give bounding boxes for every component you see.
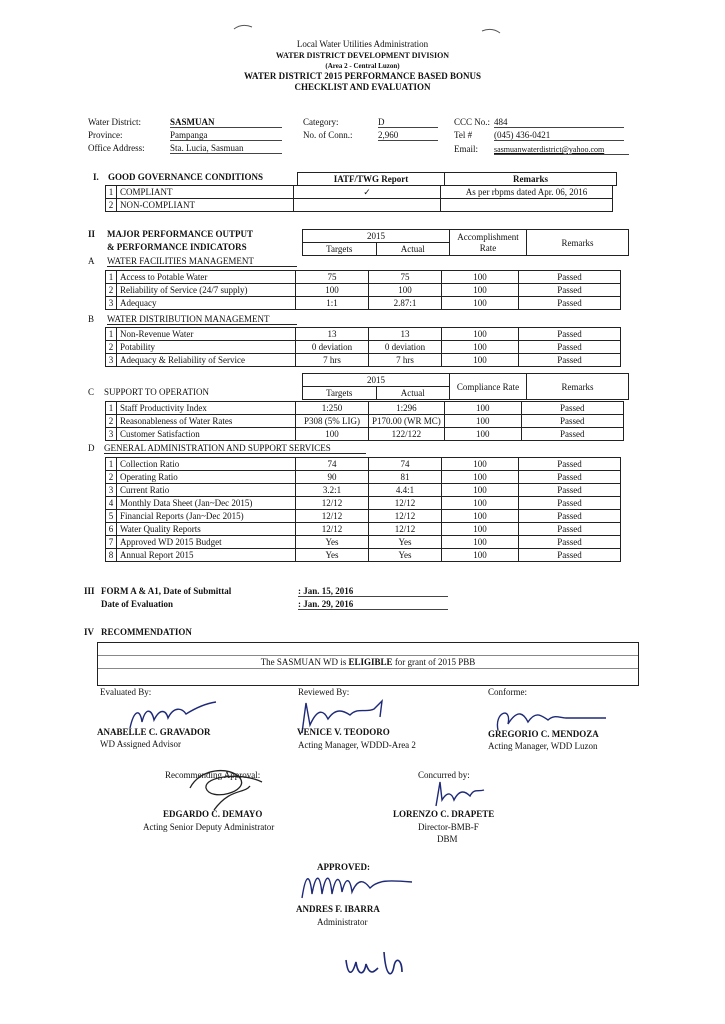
row-actual: 74 bbox=[369, 458, 442, 471]
row-actual: 1:296 bbox=[369, 402, 445, 415]
row-actual: 100 bbox=[369, 284, 442, 297]
year-header: 2015 bbox=[303, 230, 450, 243]
recommendation-text bbox=[98, 656, 638, 669]
row-target: 3.2:1 bbox=[296, 484, 369, 497]
row-remark: Passed bbox=[519, 471, 621, 484]
row-number: 2 bbox=[106, 199, 117, 212]
row-remark: Passed bbox=[519, 497, 621, 510]
row-number: 7 bbox=[106, 536, 117, 549]
row-target: 12/12 bbox=[296, 523, 369, 536]
row-label: Non-Revenue Water bbox=[117, 328, 296, 341]
row-rate: 100 bbox=[442, 549, 519, 562]
row-number: 6 bbox=[106, 523, 117, 536]
row-remark: Passed bbox=[521, 402, 623, 415]
row-target: 90 bbox=[296, 471, 369, 484]
wd-value: SASMUAN bbox=[170, 117, 282, 128]
row-label: Collection Ratio bbox=[117, 458, 296, 471]
recommending-label: Recommending Approval: bbox=[165, 770, 261, 780]
header-area: (Area 2 - Central Luzon) bbox=[325, 62, 400, 70]
row-number: 2 bbox=[106, 341, 117, 354]
row-target: 1:250 bbox=[296, 402, 369, 415]
table-row bbox=[106, 484, 621, 497]
row-rate: 100 bbox=[442, 510, 519, 523]
row-rate: 100 bbox=[442, 471, 519, 484]
table-row bbox=[106, 328, 621, 341]
row-rate: 100 bbox=[444, 415, 521, 428]
header-division: WATER DISTRICT DEVELOPMENT DIVISION bbox=[275, 51, 450, 60]
row-number: 1 bbox=[106, 402, 117, 415]
table-water-facilities bbox=[105, 270, 621, 310]
connections-label: No. of Conn.: bbox=[303, 130, 353, 140]
row-remark: Passed bbox=[519, 510, 621, 523]
row-label: Adequacy & Reliability of Service bbox=[117, 354, 296, 367]
ccc-label: CCC No.: bbox=[454, 117, 491, 127]
row-label: Staff Productivity Index bbox=[117, 402, 296, 415]
remarks-header: Remarks bbox=[527, 230, 629, 256]
row-label: Monthly Data Sheet (Jan~Dec 2015) bbox=[117, 497, 296, 510]
section-ii-title2: & PERFORMANCE INDICATORS bbox=[107, 242, 247, 252]
table-water-distribution bbox=[105, 327, 621, 367]
row-remark: Passed bbox=[519, 523, 621, 536]
signatory-3-title: Acting Manager, WDD Luzon bbox=[488, 741, 598, 751]
table-row bbox=[106, 536, 621, 549]
row-number: 1 bbox=[106, 458, 117, 471]
row-label: Operating Ratio bbox=[117, 471, 296, 484]
accomplishment-header bbox=[450, 230, 527, 256]
section-ii-title1: MAJOR PERFORMANCE OUTPUT bbox=[107, 229, 253, 239]
perf-header bbox=[302, 229, 629, 256]
row-actual: 13 bbox=[369, 328, 442, 341]
row-number: 1 bbox=[106, 328, 117, 341]
email-value: sasmuanwaterdistrict@yahoo.com bbox=[494, 145, 629, 155]
row-label: Approved WD 2015 Budget bbox=[117, 536, 296, 549]
row-remark: Passed bbox=[519, 297, 621, 310]
col-iatf: IATF/TWG Report bbox=[298, 173, 445, 186]
targets-header: Targets bbox=[303, 243, 377, 256]
row-rate: 100 bbox=[442, 536, 519, 549]
row-actual: 2.87:1 bbox=[369, 297, 442, 310]
row-target: 1:1 bbox=[296, 297, 369, 310]
signatory-2-name: VENICE V. TEODORO bbox=[297, 727, 390, 737]
row-label: Financial Reports (Jan~Dec 2015) bbox=[117, 510, 296, 523]
row-actual: 75 bbox=[369, 271, 442, 284]
row-actual: 0 deviation bbox=[369, 341, 442, 354]
signatory-6-title: Administrator bbox=[317, 917, 368, 927]
acc-line1: Accomplishment bbox=[457, 231, 519, 242]
table-row bbox=[106, 341, 621, 354]
row-rate: 100 bbox=[442, 523, 519, 536]
row-remark: Passed bbox=[519, 458, 621, 471]
signatory-6-name: ANDRES F. IBARRA bbox=[296, 904, 380, 914]
row-number: 3 bbox=[106, 297, 117, 310]
signatory-5-title2: DBM bbox=[437, 834, 458, 844]
row-remark: Passed bbox=[519, 341, 621, 354]
office-label: Office Address: bbox=[88, 143, 145, 153]
recommendation-rule bbox=[98, 643, 638, 656]
subsection-c-letter: C bbox=[88, 387, 95, 397]
province-label: Province: bbox=[88, 130, 123, 140]
subsection-d-title: GENERAL ADMINISTRATION AND SUPPORT SERVICES bbox=[104, 443, 366, 454]
row-number: 2 bbox=[106, 415, 117, 428]
row-actual: 122/122 bbox=[369, 428, 445, 441]
row-target: Yes bbox=[296, 549, 369, 562]
initials-mark bbox=[340, 948, 410, 984]
support-header bbox=[302, 373, 629, 400]
approved-label: APPROVED: bbox=[317, 862, 370, 872]
row-number: 5 bbox=[106, 510, 117, 523]
signatory-5-title1: Director-BMB-F bbox=[418, 822, 479, 832]
row-rate: 100 bbox=[442, 497, 519, 510]
signatory-5-name: LORENZO C. DRAPETE bbox=[393, 809, 495, 819]
row-label: Reliability of Service (24/7 supply) bbox=[117, 284, 296, 297]
row-actual: 12/12 bbox=[369, 497, 442, 510]
row-actual: Yes bbox=[369, 549, 442, 562]
date-evaluation: : Jan. 29, 2016 bbox=[298, 599, 448, 610]
connections-value: 2,960 bbox=[378, 130, 438, 141]
row-target: 13 bbox=[296, 328, 369, 341]
row-number: 1 bbox=[106, 271, 117, 284]
remarks-header: Remarks bbox=[527, 374, 629, 400]
table-row bbox=[106, 271, 621, 284]
table-row bbox=[106, 428, 624, 441]
row-remark: Passed bbox=[519, 328, 621, 341]
row-remark: Passed bbox=[519, 354, 621, 367]
row-remark: Passed bbox=[521, 428, 623, 441]
row-rate: 100 bbox=[442, 484, 519, 497]
section-ii-number: II bbox=[88, 229, 96, 239]
signatory-3-name: GREGORIO C. MENDOZA bbox=[488, 729, 599, 739]
section-iii-title: FORM A & A1, Date of Submittal bbox=[101, 586, 232, 596]
row-number: 3 bbox=[106, 484, 117, 497]
row-rate: 100 bbox=[442, 328, 519, 341]
row-remark: Passed bbox=[519, 284, 621, 297]
conforme-label: Conforme: bbox=[488, 687, 527, 697]
section-iii-number: III bbox=[84, 586, 95, 596]
table-row bbox=[106, 354, 621, 367]
subsection-a-title: WATER FACILITIES MANAGEMENT bbox=[107, 256, 297, 267]
signatory-4-name: EDGARDO C. DEMAYO bbox=[163, 809, 263, 819]
office-value: Sta. Lucia, Sasmuan bbox=[170, 143, 282, 154]
table-row bbox=[106, 186, 613, 199]
ccc-value: 484 bbox=[494, 117, 624, 128]
row-actual: 12/12 bbox=[369, 523, 442, 536]
row-rate: 100 bbox=[442, 341, 519, 354]
wd-label: Water District: bbox=[88, 117, 142, 127]
email-label: Email: bbox=[454, 144, 478, 154]
row-actual: 4.4:1 bbox=[369, 484, 442, 497]
category-label: Category: bbox=[303, 117, 339, 127]
signatory-1-title: WD Assigned Advisor bbox=[100, 739, 181, 749]
row-target: Yes bbox=[296, 536, 369, 549]
table-general-admin bbox=[105, 457, 621, 562]
table-row bbox=[106, 402, 624, 415]
row-rate: 100 bbox=[442, 458, 519, 471]
row-actual: 81 bbox=[369, 471, 442, 484]
row-actual: 12/12 bbox=[369, 510, 442, 523]
row-remark: As per rbpms dated Apr. 06, 2016 bbox=[441, 186, 613, 199]
governance-rows bbox=[105, 185, 613, 212]
row-rate: 100 bbox=[444, 428, 521, 441]
row-target: 74 bbox=[296, 458, 369, 471]
section-i-number: I. bbox=[93, 172, 99, 182]
table-row bbox=[106, 510, 621, 523]
section-i-title: GOOD GOVERNANCE CONDITIONS bbox=[108, 172, 264, 182]
recommendation-box bbox=[97, 642, 639, 686]
check-mark: ✓ bbox=[294, 186, 441, 199]
table-row bbox=[106, 523, 621, 536]
row-actual: 7 hrs bbox=[369, 354, 442, 367]
subsection-c-title: SUPPORT TO OPERATION bbox=[104, 387, 209, 397]
row-label: NON-COMPLIANT bbox=[117, 199, 294, 212]
table-row bbox=[106, 297, 621, 310]
signature-ibarra bbox=[292, 864, 422, 904]
row-target: 7 hrs bbox=[296, 354, 369, 367]
row-target: 75 bbox=[296, 271, 369, 284]
row-rate: 100 bbox=[442, 297, 519, 310]
row-remark bbox=[441, 199, 613, 212]
row-rate: 100 bbox=[442, 354, 519, 367]
subsection-b-letter: B bbox=[88, 314, 95, 324]
row-remark: Passed bbox=[519, 484, 621, 497]
row-rate: 100 bbox=[442, 284, 519, 297]
province-value: Pampanga bbox=[170, 130, 282, 141]
rec-eligible: ELIGIBLE bbox=[348, 657, 393, 667]
signature-drapete bbox=[430, 778, 490, 812]
section-iv-number: IV bbox=[84, 627, 95, 637]
tel-label: Tel # bbox=[454, 130, 473, 140]
row-number: 2 bbox=[106, 471, 117, 484]
row-remark: Passed bbox=[519, 536, 621, 549]
year-header: 2015 bbox=[303, 374, 450, 387]
reviewed-by-label: Reviewed By: bbox=[298, 687, 350, 697]
actual-header: Actual bbox=[376, 387, 450, 400]
row-label: Annual Report 2015 bbox=[117, 549, 296, 562]
row-label: Adequacy bbox=[117, 297, 296, 310]
row-target: 12/12 bbox=[296, 510, 369, 523]
row-number: 3 bbox=[106, 428, 117, 441]
row-target: 0 deviation bbox=[296, 341, 369, 354]
table-row bbox=[106, 458, 621, 471]
category-value: D bbox=[378, 117, 438, 128]
signatory-1-name: ANABELLE C. GRAVADOR bbox=[97, 727, 211, 737]
header-agency: Local Water Utilities Administration bbox=[296, 39, 429, 49]
table-row bbox=[106, 549, 621, 562]
row-label: Customer Satisfaction bbox=[117, 428, 296, 441]
corner-mark-right bbox=[480, 22, 502, 30]
actual-header: Actual bbox=[376, 243, 450, 256]
header-subtitle: CHECKLIST AND EVALUATION bbox=[294, 82, 431, 92]
subsection-d-letter: D bbox=[88, 443, 95, 453]
rec-pre: The SASMUAN WD is bbox=[260, 657, 349, 667]
date-submittal: : Jan. 15, 2016 bbox=[298, 586, 448, 597]
row-number: 2 bbox=[106, 284, 117, 297]
row-actual: P170.00 (WR MC) bbox=[369, 415, 445, 428]
row-number: 3 bbox=[106, 354, 117, 367]
row-number: 4 bbox=[106, 497, 117, 510]
table-row bbox=[106, 471, 621, 484]
signatory-4-title: Acting Senior Deputy Administrator bbox=[143, 822, 275, 832]
row-label: Access to Potable Water bbox=[117, 271, 296, 284]
targets-header: Targets bbox=[303, 387, 377, 400]
tel-value: (045) 436-0421 bbox=[494, 130, 624, 141]
section-iii-sub: Date of Evaluation bbox=[101, 599, 173, 609]
header-title: WATER DISTRICT 2015 PERFORMANCE BASED BONUS bbox=[244, 71, 481, 81]
row-rate: 100 bbox=[444, 402, 521, 415]
signatory-2-title: Acting Manager, WDDD-Area 2 bbox=[298, 740, 416, 750]
section-iv-title: RECOMMENDATION bbox=[101, 627, 192, 637]
rec-post: for grant of 2015 PBB bbox=[392, 657, 476, 667]
check-mark bbox=[294, 199, 441, 212]
row-remark: Passed bbox=[519, 271, 621, 284]
governance-table bbox=[105, 172, 617, 186]
row-target: 100 bbox=[296, 284, 369, 297]
row-remark: Passed bbox=[521, 415, 623, 428]
corner-mark-left bbox=[232, 18, 254, 26]
row-label: Water Quality Reports bbox=[117, 523, 296, 536]
acc-line2: Rate bbox=[479, 242, 497, 253]
subsection-b-title: WATER DISTRIBUTION MANAGEMENT bbox=[107, 314, 297, 325]
concurred-label: Concurred by: bbox=[418, 770, 470, 780]
row-number: 1 bbox=[106, 186, 117, 199]
row-number: 8 bbox=[106, 549, 117, 562]
table-row bbox=[106, 284, 621, 297]
row-label: Potability bbox=[117, 341, 296, 354]
row-target: 100 bbox=[296, 428, 369, 441]
row-label: COMPLIANT bbox=[117, 186, 294, 199]
evaluated-by-label: Evaluated By: bbox=[100, 687, 152, 697]
subsection-a-letter: A bbox=[88, 256, 95, 266]
row-target: 12/12 bbox=[296, 497, 369, 510]
row-label: Current Ratio bbox=[117, 484, 296, 497]
row-label: Reasonableness of Water Rates bbox=[117, 415, 296, 428]
table-row bbox=[106, 199, 613, 212]
row-actual: Yes bbox=[369, 536, 442, 549]
row-remark: Passed bbox=[519, 549, 621, 562]
table-row bbox=[106, 415, 624, 428]
compliance-header: Compliance Rate bbox=[450, 374, 527, 400]
row-target: P308 (5% LIG) bbox=[296, 415, 369, 428]
table-support-operation bbox=[105, 401, 624, 441]
col-remarks: Remarks bbox=[445, 173, 617, 186]
row-rate: 100 bbox=[442, 271, 519, 284]
table-row bbox=[106, 497, 621, 510]
